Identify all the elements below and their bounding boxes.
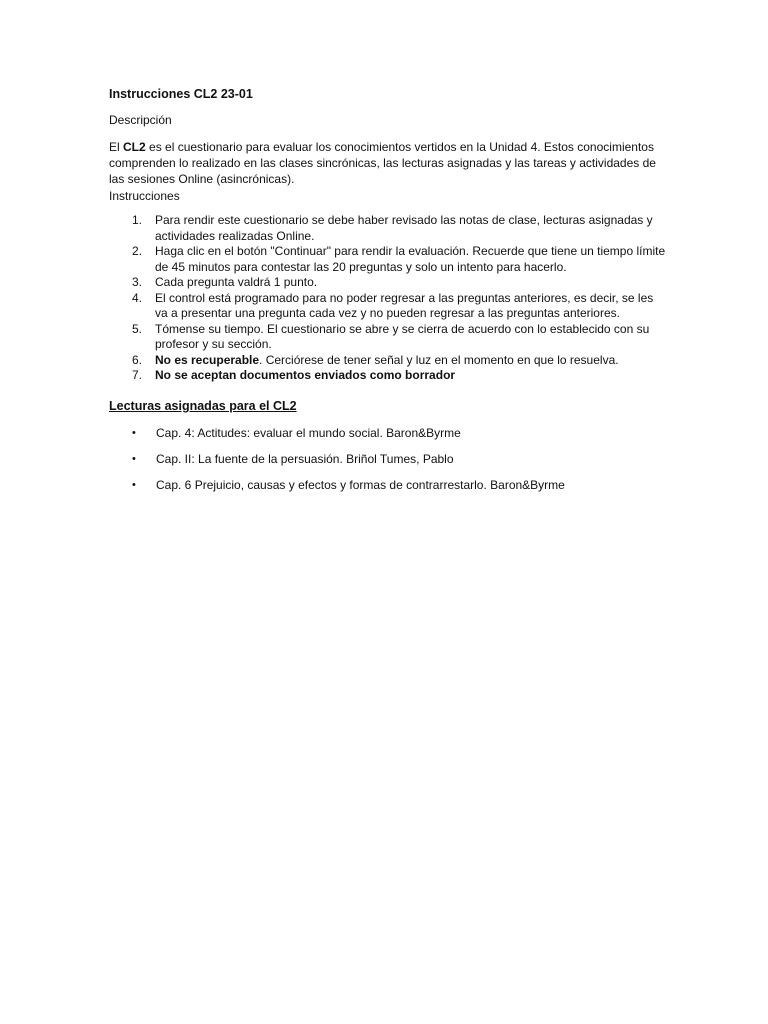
reading-item — [109, 451, 669, 467]
instruction-body: Haga clic en el botón "Continuar" para rendir la evaluación. Recuerde que tiene un tiempo límite de 45 minutos para contestar las 20 preguntas y solo un intento para hacerlo. — [155, 244, 666, 274]
instruction-body: Cada pregunta valdrá 1 punto. — [155, 275, 318, 289]
instruction-number: 4. — [132, 290, 143, 305]
instruction-number: 6. — [132, 352, 143, 367]
instructions-label: Instrucciones — [109, 189, 180, 203]
instruction-number: 2. — [132, 244, 143, 258]
reading-text: Cap. 6 Prejuicio, causas y efectos y formas de contrarrestarlo. Baron&Byrme — [156, 478, 565, 492]
instruction-body: . Cerciórese de tener señal y luz en el momento en que lo resuelva. — [259, 352, 619, 367]
instruction-item — [109, 275, 669, 291]
instruction-body: El control está programado para no poder regresar a las preguntas anteriores, es decir, se les va a presentar una pregunta cada vez y no pueden regresar a las preguntas anteriores. — [155, 290, 654, 320]
instruction-bold-text: No es recuperable — [155, 352, 260, 367]
bullet-icon: • — [132, 427, 136, 439]
instruction-item — [109, 368, 669, 384]
instruction-text — [155, 353, 619, 367]
instruction-text — [155, 244, 665, 274]
instruction-text — [155, 322, 649, 352]
reading-item — [109, 425, 669, 441]
instructions-list — [109, 213, 669, 384]
description-prefix: El — [109, 140, 124, 154]
instruction-text — [155, 291, 653, 321]
instruction-number: 5. — [132, 321, 143, 336]
readings-title: Lecturas asignadas para el CL2 — [109, 399, 297, 413]
description-paragraph — [109, 139, 669, 187]
description-text: es el cuestionario para evaluar los conocimientos vertidos en la Unidad 4. Estos conocimientos comprenden lo realizado en las clases sincrónicas, las lecturas asignadas y las tareas y actividades de las sesiones Online (asincrónicas). — [109, 140, 656, 186]
document-title: Instrucciones CL2 23-01 — [109, 87, 253, 101]
instruction-item — [109, 291, 669, 322]
instruction-number: 7. — [132, 368, 143, 382]
reading-text: Cap. II: La fuente de la persuasión. Briñol Tumes, Pablo — [156, 452, 454, 466]
description-label: Descripción — [109, 113, 172, 127]
instruction-body: Tómense su tiempo. El cuestionario se abre y se cierra de acuerdo con lo establecido con su profesor y su sección. — [155, 321, 650, 351]
reading-item — [109, 477, 669, 493]
instruction-number: 3. — [132, 275, 143, 289]
reading-text: Cap. 4: Actitudes: evaluar el mundo social. Baron&Byrme — [156, 426, 461, 440]
instruction-text — [155, 275, 317, 289]
instruction-item — [109, 244, 669, 275]
instruction-body: Para rendir este cuestionario se debe haber revisado las notas de clase, lecturas asignadas y actividades realizadas Online. — [155, 213, 653, 243]
instruction-item — [109, 353, 669, 369]
instruction-item — [109, 322, 669, 353]
instruction-text — [155, 368, 455, 382]
readings-list — [109, 425, 669, 503]
instruction-item — [109, 213, 669, 244]
instruction-bold-text: No se aceptan documentos enviados como borrador — [155, 368, 456, 382]
bullet-icon: • — [132, 453, 136, 465]
bullet-icon: • — [132, 479, 136, 491]
description-bold-term: CL2 — [123, 140, 146, 154]
instruction-number: 1. — [132, 213, 143, 227]
instruction-text — [155, 213, 653, 243]
